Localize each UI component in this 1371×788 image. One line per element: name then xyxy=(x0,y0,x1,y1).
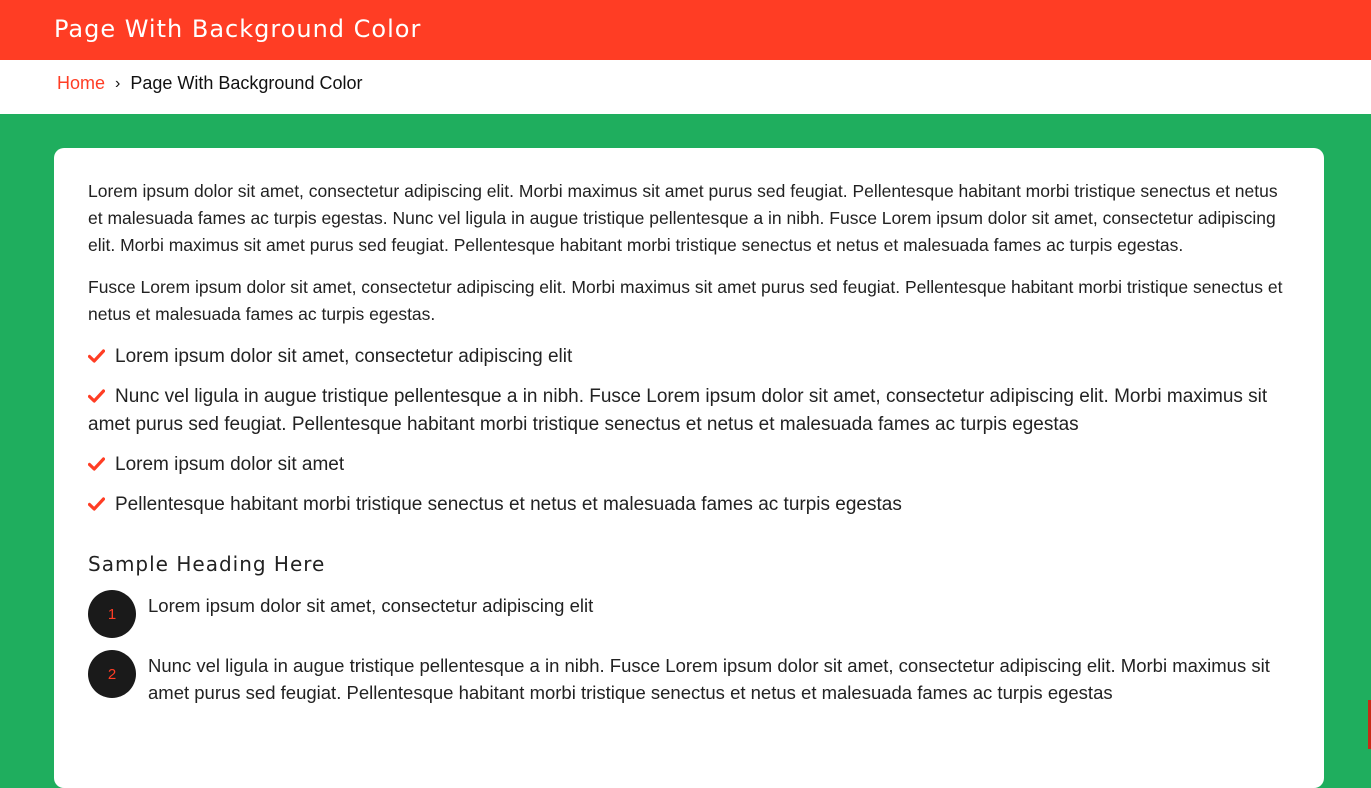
check-item-text: Pellentesque habitant morbi tristique senectus et netus et malesuada fames ac turpis egestas xyxy=(115,494,902,515)
page-title: Page With Background Color xyxy=(54,15,422,43)
content-body xyxy=(88,178,1288,718)
breadcrumb xyxy=(57,73,362,94)
check-list-item xyxy=(88,343,1288,371)
check-icon xyxy=(88,349,105,363)
check-item-text: Lorem ipsum dolor sit amet, consectetur adipiscing elit xyxy=(115,346,573,367)
paragraph: Lorem ipsum dolor sit amet, consectetur adipiscing elit. Morbi maximus sit amet purus sed feugiat. Pellentesque habitant morbi tristique senectus et netus et malesuada fames ac turpis egestas. Nunc vel ligula in augue tristique pellentesque a in nibh. Fusce Lorem ipsum dolor sit amet, consectetur adipiscing elit. Morbi maximus sit amet purus sed feugiat. Pellentesque habitant morbi tristique senectus et netus et malesuada fames ac turpis egestas. xyxy=(88,181,1278,255)
check-list xyxy=(88,343,1288,519)
breadcrumb-bar xyxy=(0,60,1371,114)
check-list-item xyxy=(88,491,1288,519)
number-badge: 2 xyxy=(88,650,136,698)
header-bar xyxy=(0,0,1371,60)
numbered-item-text: Nunc vel ligula in augue tristique pellentesque a in nibh. Fusce Lorem ipsum dolor sit amet, consectetur adipiscing elit. Morbi maximus sit amet purus sed feugiat. Pellentesque habitant morbi tristique senectus et netus et malesuada fames ac turpis egestas xyxy=(148,655,1270,703)
paragraph: Fusce Lorem ipsum dolor sit amet, consectetur adipiscing elit. Morbi maximus sit amet purus sed feugiat. Pellentesque habitant morbi tristique senectus et netus et malesuada fames ac turpis egestas. xyxy=(88,277,1283,324)
check-icon xyxy=(88,389,105,403)
breadcrumb-current: Page With Background Color xyxy=(130,73,363,93)
check-item-text: Lorem ipsum dolor sit amet xyxy=(115,454,345,475)
number-badge: 1 xyxy=(88,590,136,638)
breadcrumb-separator-icon: › xyxy=(115,74,121,92)
check-icon xyxy=(88,497,105,511)
numbered-list xyxy=(88,592,1288,706)
numbered-list-item xyxy=(88,652,1288,706)
check-icon xyxy=(88,457,105,471)
check-list-item xyxy=(88,383,1288,439)
content-card xyxy=(54,148,1324,788)
numbered-list-item xyxy=(88,592,1288,640)
numbered-item-text: Lorem ipsum dolor sit amet, consectetur adipiscing elit xyxy=(148,595,594,616)
check-list-item xyxy=(88,451,1288,479)
section-heading: Sample Heading Here xyxy=(88,552,326,576)
check-item-text: Nunc vel ligula in augue tristique pellentesque a in nibh. Fusce Lorem ipsum dolor sit amet, consectetur adipiscing elit. Morbi maximus sit amet purus sed feugiat. Pellentesque habitant morbi tristique senectus et netus et malesuada fames ac turpis egestas xyxy=(88,386,1268,435)
breadcrumb-home-link[interactable]: Home xyxy=(57,73,106,93)
